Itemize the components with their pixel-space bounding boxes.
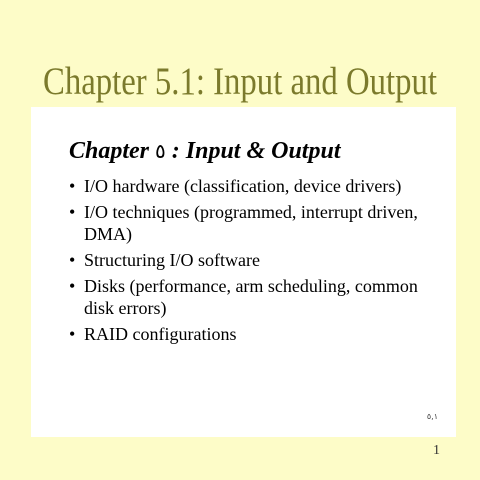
bullet-text: I/O hardware (classification, device drivers) (84, 176, 402, 196)
slide-title: Chapter 5.1: Input and Output (43, 60, 437, 103)
bullet-icon: • (69, 250, 76, 270)
bullet-item (69, 275, 444, 319)
bullet-item (69, 175, 444, 197)
slide-code: ٥,١ (426, 412, 438, 421)
bullet-item (69, 201, 444, 245)
bullet-item (69, 249, 444, 271)
heading-suffix: : Input & Output (165, 138, 341, 164)
bullet-text: Structuring I/O software (84, 250, 260, 270)
bullet-icon: • (69, 176, 76, 196)
bullet-icon: • (69, 324, 76, 344)
content-panel (31, 107, 456, 437)
bullet-text: I/O techniques (programmed, interrupt driven, DMA) (84, 202, 418, 244)
bullet-item (69, 323, 444, 345)
panel-heading (69, 136, 341, 166)
bullet-icon: • (69, 276, 76, 296)
bullet-text: RAID configurations (84, 324, 237, 344)
page-number: 1 (433, 443, 440, 458)
bullet-icon: • (69, 202, 76, 222)
bullet-text: Disks (performance, arm scheduling, common disk errors) (84, 276, 418, 318)
bullet-list (69, 175, 444, 349)
heading-prefix: Chapter (69, 138, 156, 164)
heading-chapter-number: ٥ (155, 139, 166, 163)
